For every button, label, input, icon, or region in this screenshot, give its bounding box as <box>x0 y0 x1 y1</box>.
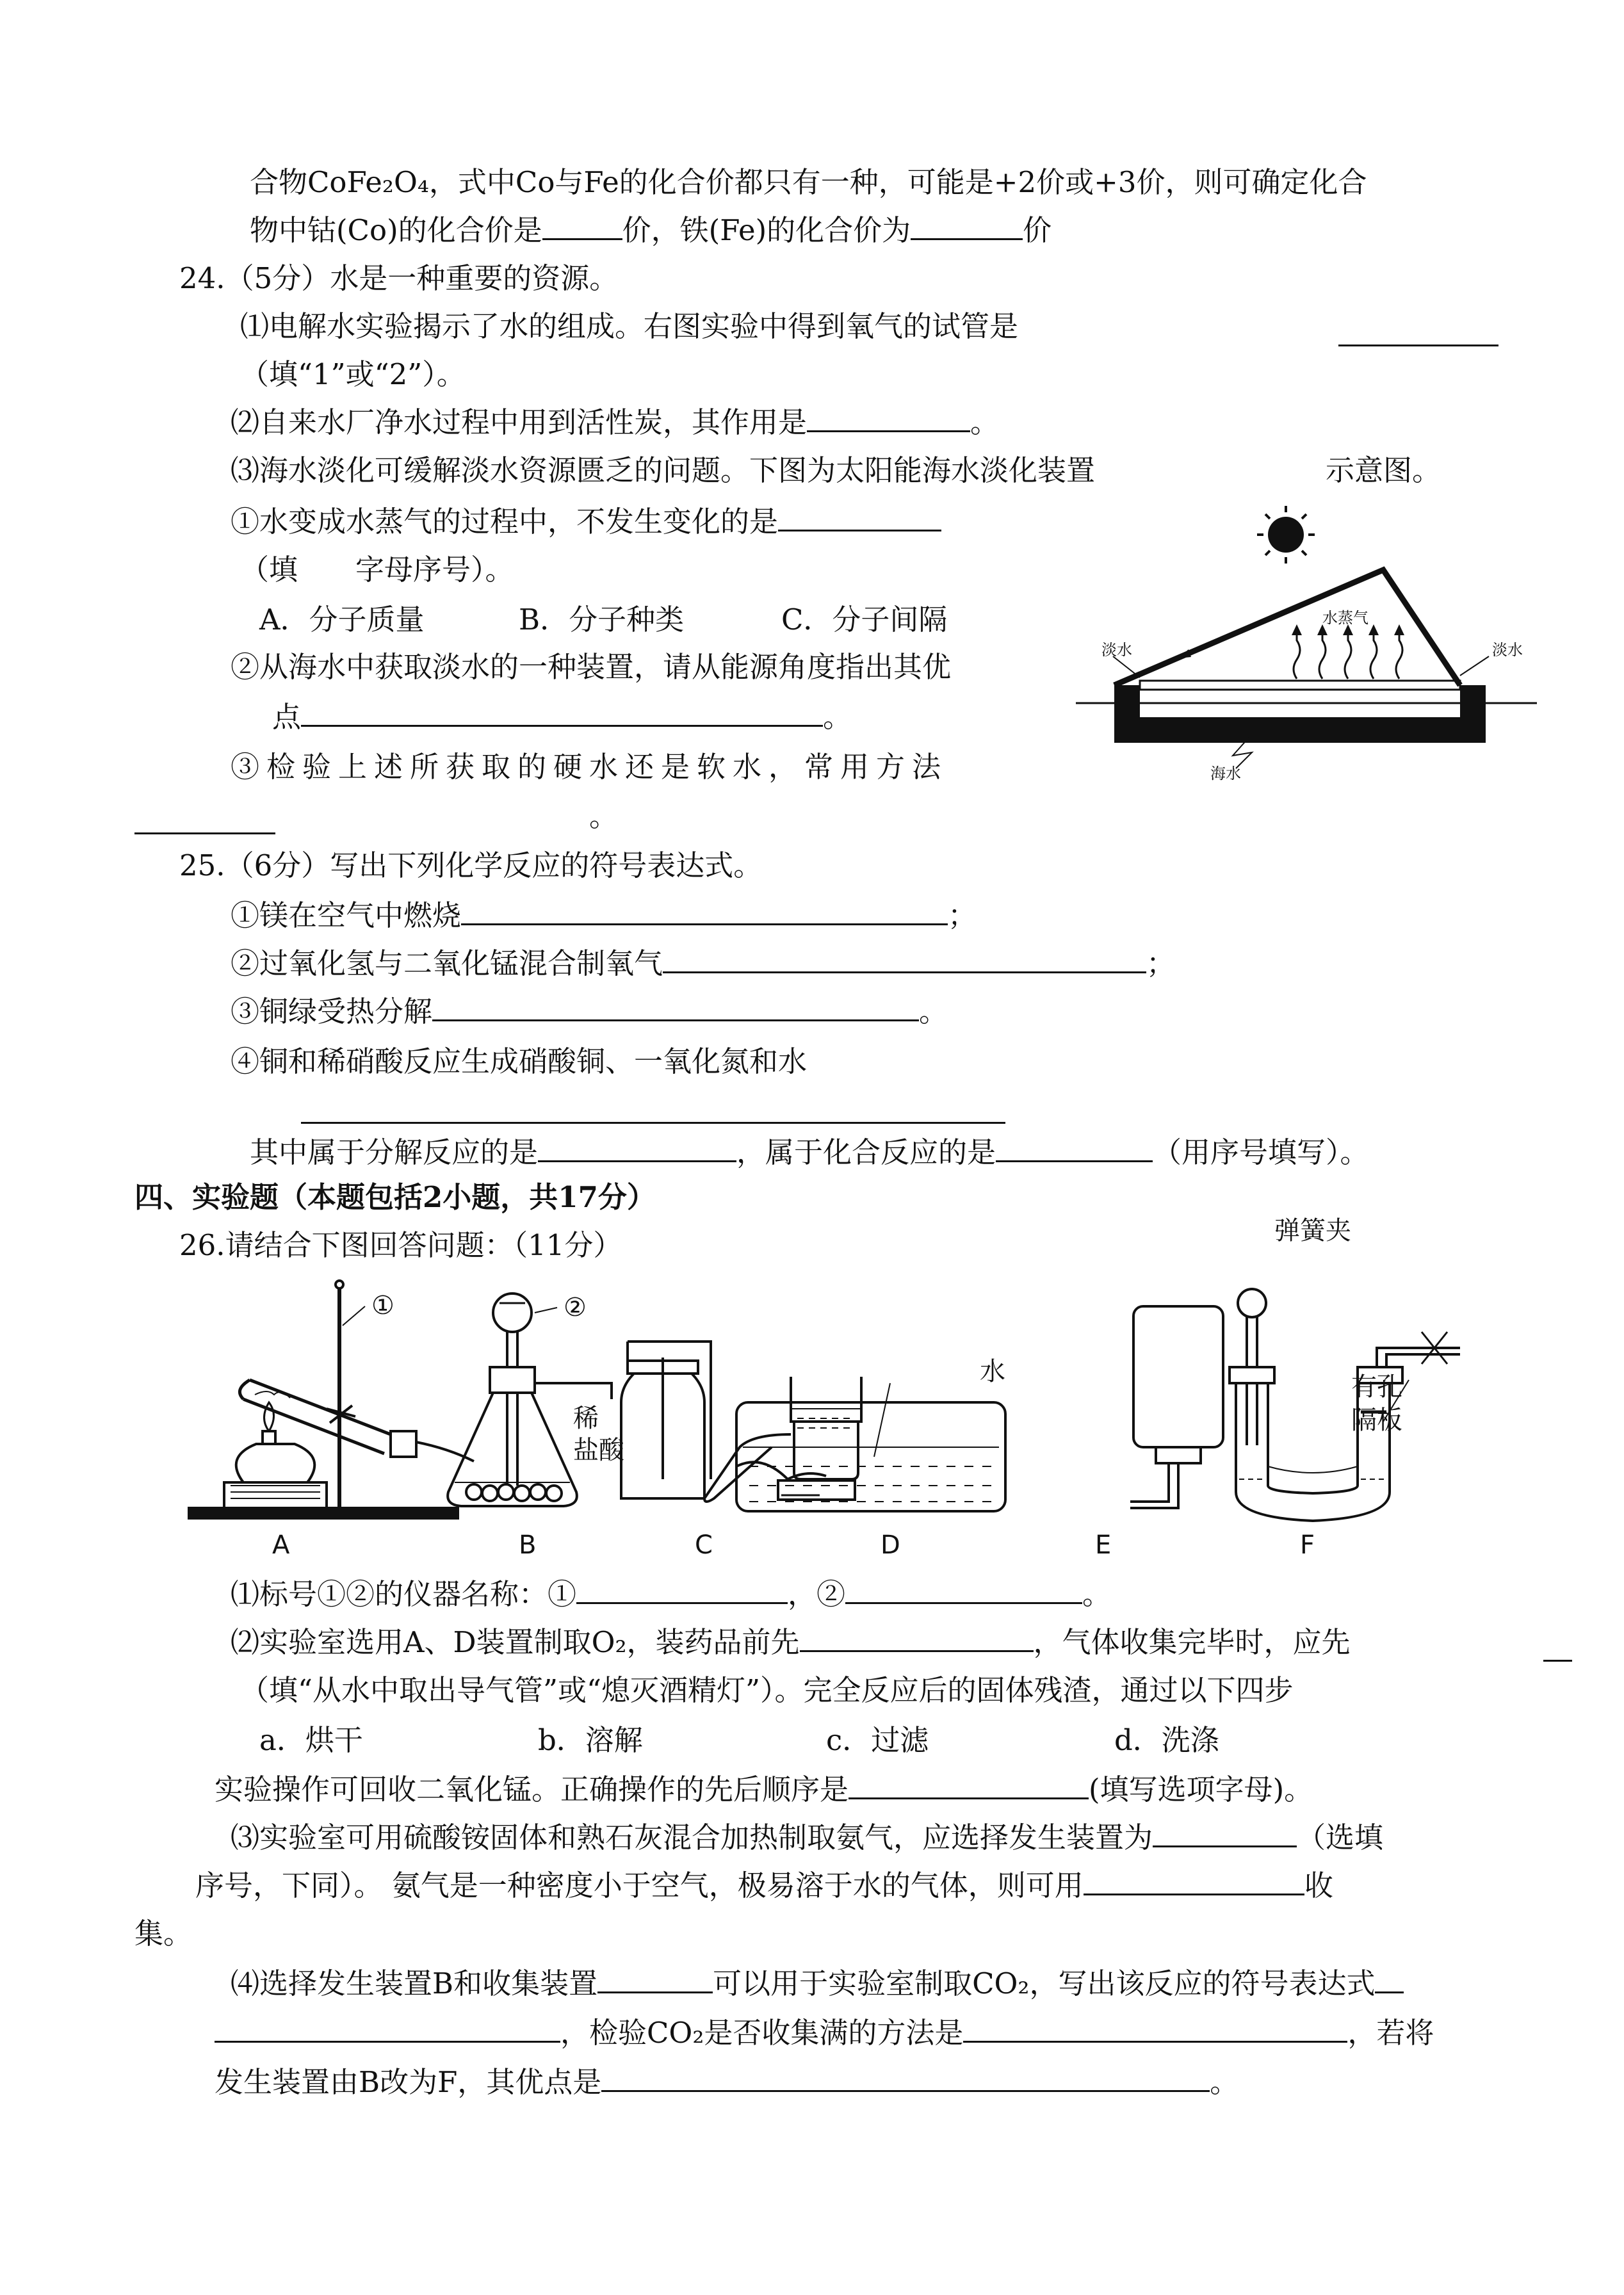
apparatus-label-c: C <box>695 1530 713 1560</box>
q23-line1: 合物CoFe₂O₄，式中Co与Fe的化合价都只有一种，可能是+2价或+3价，则可确定化合 <box>250 165 1367 199</box>
q24-s1-note: （填 字母序号）。 <box>240 553 514 587</box>
answer-blank[interactable] <box>1153 1820 1297 1847</box>
q24-s2: ②从海水中获取淡水的一种装置，请从能源角度指出其优 <box>231 650 952 684</box>
q24-title: 24.（5分）水是一种重要的资源。 <box>179 261 619 295</box>
answer-blank[interactable] <box>911 213 1023 240</box>
answer-blank[interactable] <box>538 1135 736 1162</box>
answer-blank[interactable] <box>215 2015 560 2043</box>
answer-blank[interactable] <box>1543 1634 1572 1662</box>
answer-blank[interactable] <box>601 2064 1210 2092</box>
answer-blank[interactable] <box>1338 319 1498 346</box>
q26-p1: ⑴标号①②的仪器名称：① ，② 。 <box>231 1577 1112 1611</box>
q24-option-b: B．分子种类 <box>519 603 685 637</box>
q26-step-a: a．烘干 <box>259 1723 363 1757</box>
q26-step-d: d．洗涤 <box>1114 1723 1219 1757</box>
answer-blank[interactable] <box>845 1577 1082 1604</box>
water-label: 水 <box>980 1357 1005 1386</box>
q24-p3: ⑶海水淡化可缓解淡水资源匮乏的问题。下图为太阳能海水淡化装置 <box>231 453 1096 487</box>
q26-p2-order: 实验操作可回收二氧化锰。正确操作的先后顺序是 (填写选项字母)。 <box>215 1772 1313 1806</box>
q25-r4: ④铜和稀硝酸反应生成硝酸铜、一氧化氮和水 <box>231 1044 808 1078</box>
vapor-label: 水蒸气 <box>1322 609 1368 627</box>
q26-p4: ⑷选择发生装置B和收集装置 可以用于实验室制取CO₂，写出该反应的符号表达式 <box>231 1965 1404 2003</box>
q26-p4-end: 发生装置由B改为F，其优点是 。 <box>215 2065 1239 2099</box>
answer-blank[interactable] <box>996 1135 1153 1162</box>
q24-s2-cont: 点 。 <box>272 700 852 734</box>
apparatus-label-f: F <box>1300 1530 1315 1560</box>
answer-blank[interactable] <box>849 1772 1089 1799</box>
q26-step-b: b．溶解 <box>538 1723 643 1757</box>
q26-p3-cont: 序号，下同）。 氨气是一种密度小于空气，极易溶于水的气体，则可用 收 <box>195 1869 1333 1902</box>
answer-blank[interactable] <box>807 405 970 432</box>
answer-blank[interactable] <box>134 807 275 834</box>
q25-r2: ②过氧化氢与二氧化锰混合制氧气 ； <box>231 946 1176 980</box>
apparatus-label-e: E <box>1095 1530 1112 1560</box>
q24-option-a: A．分子质量 <box>259 603 425 637</box>
q24-p3-end: 示意图。 <box>1326 453 1441 487</box>
answer-blank[interactable] <box>597 1966 713 1993</box>
svg-text:①: ① <box>371 1291 394 1320</box>
q25-summary: 其中属于分解反应的是 ，属于化合反应的是 （用序号填写）。 <box>250 1135 1369 1169</box>
apparatus-diagram <box>179 1274 1460 1530</box>
fresh-water-label-right: 淡水 <box>1492 641 1523 659</box>
q23-line2: 物中钴(Co)的化合价是 价，铁(Fe)的化合价为 价 <box>250 213 1052 247</box>
section-4-title: 四、实验题（本题包括2小题，共17分） <box>134 1180 656 1214</box>
q24-s1: ①水变成水蒸气的过程中，不发生变化的是 <box>231 503 941 541</box>
solar-desalination-diagram <box>1076 499 1537 781</box>
q24-s3-end: 。 <box>589 799 619 833</box>
apparatus-label-b: B <box>519 1530 537 1560</box>
q24-p1-note: （填“1”或“2”）。 <box>240 357 466 391</box>
answer-blank[interactable] <box>963 2015 1347 2043</box>
answer-blank[interactable] <box>461 898 948 925</box>
spring-clip-label: 弹簧夹 <box>1274 1216 1351 1245</box>
q25-r1: ①镁在空气中燃烧 ； <box>231 898 977 932</box>
answer-blank[interactable] <box>301 699 823 727</box>
answer-blank[interactable] <box>778 504 941 531</box>
answer-blank[interactable] <box>1375 1966 1404 1993</box>
answer-blank[interactable] <box>576 1577 788 1604</box>
fresh-water-label-left: 淡水 <box>1101 641 1132 659</box>
answer-blank[interactable] <box>542 213 622 240</box>
answer-blank[interactable] <box>432 994 919 1021</box>
q26-p2: ⑵实验室选用A、D装置制取O₂，装药品前先 ，气体收集完毕时，应先 <box>231 1625 1351 1659</box>
dilute-hcl-label: 稀 盐酸 <box>573 1404 624 1465</box>
answer-blank[interactable] <box>663 946 1146 973</box>
q24-p1: ⑴电解水实验揭示了水的组成。右图实验中得到氧气的试管是 <box>240 309 1019 343</box>
svg-text:②: ② <box>564 1293 587 1322</box>
q24-s3: ③检验上述所获取的硬水还是软水，常用方法 <box>231 750 948 784</box>
answer-blank[interactable] <box>800 1625 1034 1652</box>
answer-blank[interactable] <box>301 1096 1005 1124</box>
porous-plate-label: 有孔 隔板 <box>1351 1372 1402 1435</box>
q24-p2: ⑵自来水厂净水过程中用到活性炭，其作用是 。 <box>231 405 1000 439</box>
q25-title: 25.（6分）写出下列化学反应的符号表达式。 <box>179 848 763 882</box>
q26-step-c: c．过滤 <box>826 1723 929 1757</box>
q26-p3-end: 集。 <box>134 1917 193 1950</box>
apparatus-label-a: A <box>272 1530 290 1560</box>
answer-blank[interactable] <box>1084 1868 1304 1895</box>
q26-p4-cont: ，检验CO₂是否收集满的方法是 ，若将 <box>215 2014 1434 2052</box>
q26-title: 26.请结合下图回答问题：（11分） <box>179 1228 622 1262</box>
q25-r3: ③铜绿受热分解 。 <box>231 994 948 1028</box>
apparatus-label-d: D <box>881 1530 900 1560</box>
sea-water-label: 海水 <box>1210 765 1241 783</box>
q26-p3: ⑶实验室可用硫酸铵固体和熟石灰混合加热制取氨气，应选择发生装置为 （选填 <box>231 1821 1384 1854</box>
q24-option-c: C．分子间隔 <box>781 603 948 637</box>
q26-p2-note: （填“从水中取出导气管”或“熄灭酒精灯”）。完全反应后的固体残渣，通过以下四步 <box>240 1673 1294 1707</box>
